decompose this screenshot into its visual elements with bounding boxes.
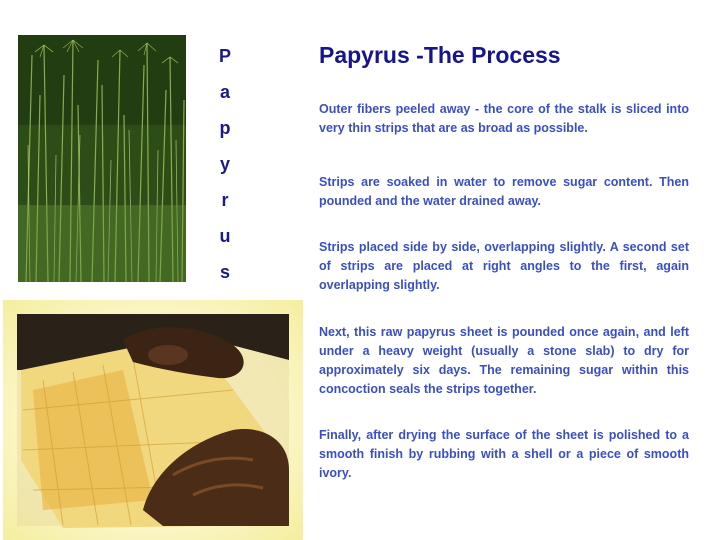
papyrus-making-photo	[3, 300, 303, 540]
vertical-title-letter: P	[218, 46, 231, 66]
vertical-title-letter: u	[219, 226, 231, 246]
vertical-title-letter: a	[219, 82, 230, 102]
step-paragraph: Strips placed side by side, overlapping slightly. A second set of strips are placed at right angles to the first, again overlapping slightly.	[319, 240, 689, 292]
step-paragraph: Finally, after drying the surface of the sheet is polished to a smooth finish by rubbing with a shell or a piece of smooth ivory.	[319, 428, 689, 480]
step-paragraph: Next, this raw papyrus sheet is pounded once again, and left under a heavy weight (usually a stone slab) to dry for approximately six days. The remaining sugar within this concoction seals the strips together.	[319, 325, 689, 396]
vertical-title-letter: s	[219, 262, 230, 282]
slide-title: Papyrus -The Process	[319, 42, 561, 68]
vertical-title	[213, 38, 237, 290]
vertical-title-letter: r	[221, 190, 229, 210]
vertical-title-letter: y	[219, 154, 230, 174]
papyrus-plants-photo	[18, 35, 186, 282]
step-paragraph: Strips are soaked in water to remove sugar content. Then pounded and the water drained away.	[319, 175, 689, 208]
vertical-title-letter: p	[219, 118, 231, 138]
step-paragraph: Outer fibers peeled away - the core of the stalk is sliced into very thin strips that are as broad as possible.	[319, 102, 689, 135]
